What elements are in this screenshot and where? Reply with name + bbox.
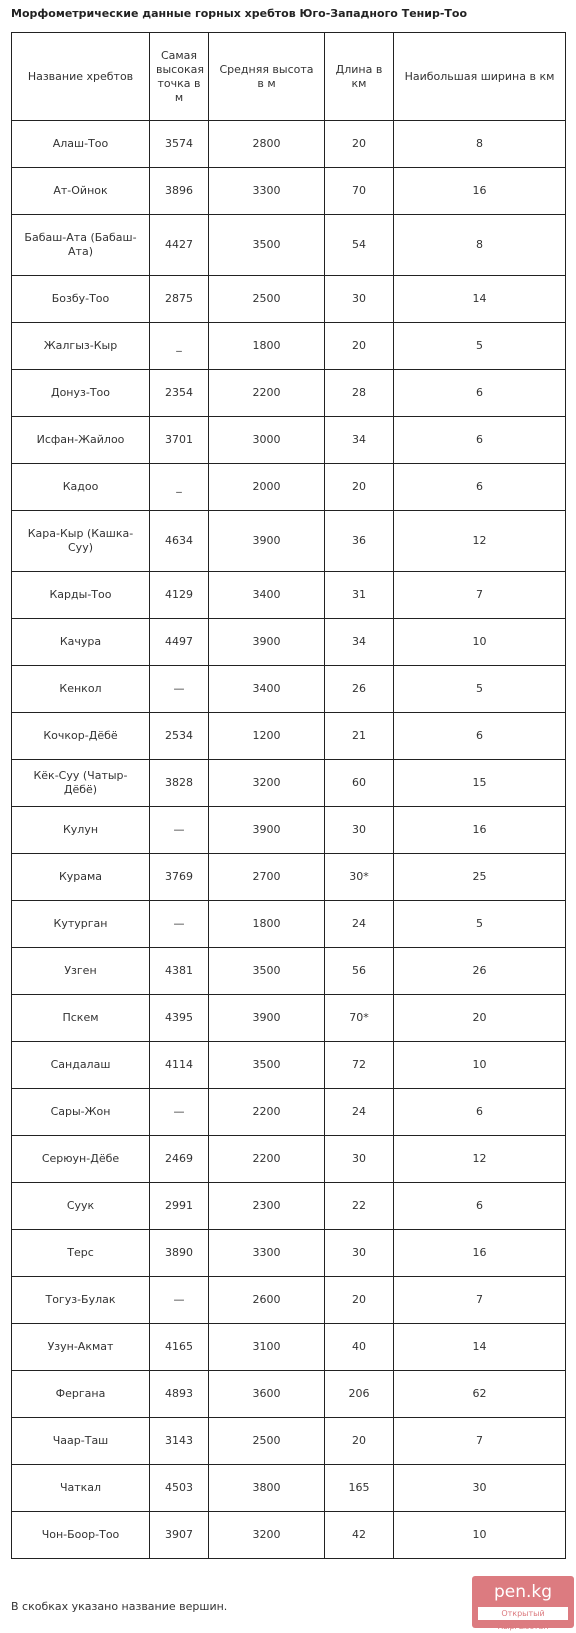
table-row	[12, 995, 566, 1042]
cell-highest-point: 3907	[150, 1512, 209, 1559]
cell-name: Жалгыз-Кыр	[12, 323, 150, 370]
cell-length: 40	[325, 1324, 394, 1371]
cell-length: 42	[325, 1512, 394, 1559]
cell-average-height: 3500	[209, 215, 325, 276]
cell-average-height: 3300	[209, 1230, 325, 1277]
cell-length: 30*	[325, 854, 394, 901]
table-row	[12, 1324, 566, 1371]
cell-length: 30	[325, 1230, 394, 1277]
cell-highest-point: 4114	[150, 1042, 209, 1089]
table-row	[12, 1136, 566, 1183]
footnote: В скобках указано название вершин.	[11, 1600, 228, 1613]
cell-highest-point: 3828	[150, 760, 209, 807]
cell-max-width: 5	[394, 666, 566, 713]
cell-average-height: 3000	[209, 417, 325, 464]
table-row	[12, 323, 566, 370]
cell-max-width: 30	[394, 1465, 566, 1512]
cell-length: 26	[325, 666, 394, 713]
cell-average-height: 2500	[209, 276, 325, 323]
cell-length: 20	[325, 1418, 394, 1465]
cell-max-width: 16	[394, 168, 566, 215]
cell-average-height: 1800	[209, 901, 325, 948]
cell-average-height: 3200	[209, 760, 325, 807]
cell-average-height: 3100	[209, 1324, 325, 1371]
cell-highest-point: 4129	[150, 572, 209, 619]
table-row	[12, 511, 566, 572]
table-row	[12, 1418, 566, 1465]
cell-highest-point: 4893	[150, 1371, 209, 1418]
table-row	[12, 901, 566, 948]
cell-length: 54	[325, 215, 394, 276]
cell-highest-point: —	[150, 901, 209, 948]
table-row	[12, 1512, 566, 1559]
table-row	[12, 1371, 566, 1418]
cell-length: 20	[325, 121, 394, 168]
cell-name: Курама	[12, 854, 150, 901]
cell-max-width: 6	[394, 464, 566, 511]
cell-name: Серюун-Дёбе	[12, 1136, 150, 1183]
header-length: Длина в км	[325, 33, 394, 121]
cell-max-width: 6	[394, 370, 566, 417]
cell-length: 70*	[325, 995, 394, 1042]
cell-highest-point: —	[150, 1089, 209, 1136]
cell-max-width: 6	[394, 1089, 566, 1136]
cell-highest-point: 3896	[150, 168, 209, 215]
table-row	[12, 948, 566, 995]
cell-length: 36	[325, 511, 394, 572]
cell-average-height: 3800	[209, 1465, 325, 1512]
cell-highest-point: 3769	[150, 854, 209, 901]
cell-average-height: 2600	[209, 1277, 325, 1324]
cell-name: Алаш-Тоо	[12, 121, 150, 168]
cell-length: 34	[325, 417, 394, 464]
table-row	[12, 807, 566, 854]
cell-name: Чаткал	[12, 1465, 150, 1512]
cell-max-width: 8	[394, 121, 566, 168]
cell-average-height: 3400	[209, 666, 325, 713]
cell-highest-point: _	[150, 323, 209, 370]
cell-highest-point: 4503	[150, 1465, 209, 1512]
cell-highest-point: 2354	[150, 370, 209, 417]
cell-average-height: 3500	[209, 948, 325, 995]
cell-max-width: 16	[394, 807, 566, 854]
cell-length: 21	[325, 713, 394, 760]
cell-length: 20	[325, 464, 394, 511]
cell-name: Пскем	[12, 995, 150, 1042]
cell-max-width: 6	[394, 713, 566, 760]
table-row	[12, 572, 566, 619]
cell-length: 28	[325, 370, 394, 417]
table-row	[12, 1089, 566, 1136]
cell-max-width: 6	[394, 417, 566, 464]
cell-name: Бозбу-Тоо	[12, 276, 150, 323]
watermark-subtitle: Открытый Кыргызстан	[478, 1607, 568, 1620]
cell-length: 30	[325, 1136, 394, 1183]
cell-name: Узген	[12, 948, 150, 995]
table-row	[12, 760, 566, 807]
cell-max-width: 26	[394, 948, 566, 995]
cell-highest-point: 4395	[150, 995, 209, 1042]
cell-length: 72	[325, 1042, 394, 1089]
cell-name: Кочкор-Дёбё	[12, 713, 150, 760]
cell-name: Кёк-Суу (Чатыр-Дёбё)	[12, 760, 150, 807]
cell-name: Кара-Кыр (Кашка-Суу)	[12, 511, 150, 572]
cell-name: Исфан-Жайлоо	[12, 417, 150, 464]
cell-average-height: 2800	[209, 121, 325, 168]
cell-name: Кулун	[12, 807, 150, 854]
cell-average-height: 3200	[209, 1512, 325, 1559]
cell-average-height: 2300	[209, 1183, 325, 1230]
table-row	[12, 417, 566, 464]
cell-name: Бабаш-Ата (Бабаш-Ата)	[12, 215, 150, 276]
cell-max-width: 10	[394, 1512, 566, 1559]
cell-average-height: 2000	[209, 464, 325, 511]
cell-length: 206	[325, 1371, 394, 1418]
cell-length: 34	[325, 619, 394, 666]
cell-length: 24	[325, 901, 394, 948]
cell-name: Карды-Тоо	[12, 572, 150, 619]
cell-highest-point: 2875	[150, 276, 209, 323]
cell-length: 20	[325, 1277, 394, 1324]
cell-average-height: 3900	[209, 619, 325, 666]
cell-name: Ат-Ойнок	[12, 168, 150, 215]
cell-highest-point: 2469	[150, 1136, 209, 1183]
cell-max-width: 14	[394, 1324, 566, 1371]
header-average-height: Средняя высота в м	[209, 33, 325, 121]
cell-name: Кутурган	[12, 901, 150, 948]
table-row	[12, 215, 566, 276]
cell-max-width: 16	[394, 1230, 566, 1277]
cell-max-width: 7	[394, 1277, 566, 1324]
cell-max-width: 12	[394, 511, 566, 572]
cell-length: 30	[325, 276, 394, 323]
cell-max-width: 8	[394, 215, 566, 276]
cell-average-height: 2500	[209, 1418, 325, 1465]
cell-highest-point: 3701	[150, 417, 209, 464]
table-row	[12, 168, 566, 215]
page-title: Морфометрические данные горных хребтов Юго-Западного Тенир-Тоо	[11, 7, 468, 20]
cell-length: 56	[325, 948, 394, 995]
table-header-row	[12, 33, 566, 121]
cell-name: Суук	[12, 1183, 150, 1230]
cell-average-height: 3900	[209, 807, 325, 854]
table-body	[12, 121, 566, 1559]
cell-max-width: 62	[394, 1371, 566, 1418]
watermark-text: pen.kg	[493, 1582, 553, 1602]
cell-max-width: 5	[394, 323, 566, 370]
cell-max-width: 6	[394, 1183, 566, 1230]
cell-average-height: 1800	[209, 323, 325, 370]
table-row	[12, 1230, 566, 1277]
cell-average-height: 3900	[209, 995, 325, 1042]
cell-highest-point: —	[150, 1277, 209, 1324]
cell-name: Сандалаш	[12, 1042, 150, 1089]
cell-max-width: 10	[394, 1042, 566, 1089]
cell-average-height: 3900	[209, 511, 325, 572]
cell-average-height: 2200	[209, 1089, 325, 1136]
table-row	[12, 1042, 566, 1089]
cell-length: 31	[325, 572, 394, 619]
cell-name: Сары-Жон	[12, 1089, 150, 1136]
cell-length: 165	[325, 1465, 394, 1512]
cell-name: Тогуз-Булак	[12, 1277, 150, 1324]
ridges-table	[11, 32, 566, 1559]
cell-average-height: 2200	[209, 370, 325, 417]
cell-name: Чаар-Таш	[12, 1418, 150, 1465]
cell-highest-point: 3143	[150, 1418, 209, 1465]
cell-max-width: 15	[394, 760, 566, 807]
cell-name: Качура	[12, 619, 150, 666]
cell-highest-point: 4634	[150, 511, 209, 572]
cell-length: 22	[325, 1183, 394, 1230]
cell-name: Фергана	[12, 1371, 150, 1418]
table-row	[12, 1183, 566, 1230]
cell-highest-point: —	[150, 666, 209, 713]
cell-average-height: 3400	[209, 572, 325, 619]
table-row	[12, 121, 566, 168]
cell-max-width: 20	[394, 995, 566, 1042]
cell-highest-point: 4427	[150, 215, 209, 276]
cell-max-width: 7	[394, 572, 566, 619]
table-row	[12, 1465, 566, 1512]
cell-length: 70	[325, 168, 394, 215]
cell-highest-point: 2534	[150, 713, 209, 760]
cell-highest-point: 4165	[150, 1324, 209, 1371]
cell-highest-point: —	[150, 807, 209, 854]
cell-highest-point: 2991	[150, 1183, 209, 1230]
cell-name: Кадоо	[12, 464, 150, 511]
cell-name: Чон-Боор-Тоо	[12, 1512, 150, 1559]
cell-average-height: 3300	[209, 168, 325, 215]
table-row	[12, 276, 566, 323]
table-row	[12, 370, 566, 417]
table-row	[12, 1277, 566, 1324]
table-row	[12, 666, 566, 713]
cell-highest-point: 3574	[150, 121, 209, 168]
cell-max-width: 25	[394, 854, 566, 901]
cell-average-height: 3600	[209, 1371, 325, 1418]
cell-max-width: 5	[394, 901, 566, 948]
table-row	[12, 464, 566, 511]
cell-length: 24	[325, 1089, 394, 1136]
cell-max-width: 12	[394, 1136, 566, 1183]
cell-average-height: 1200	[209, 713, 325, 760]
cell-average-height: 2700	[209, 854, 325, 901]
watermark-logo	[472, 1576, 574, 1631]
cell-highest-point: _	[150, 464, 209, 511]
cell-length: 60	[325, 760, 394, 807]
table-row	[12, 713, 566, 760]
header-highest-point: Самая высокая точка в м	[150, 33, 209, 121]
cell-length: 30	[325, 807, 394, 854]
cell-highest-point: 4497	[150, 619, 209, 666]
cell-highest-point: 4381	[150, 948, 209, 995]
cell-name: Узун-Акмат	[12, 1324, 150, 1371]
cell-highest-point: 3890	[150, 1230, 209, 1277]
table-row	[12, 854, 566, 901]
cell-name: Кенкол	[12, 666, 150, 713]
cell-average-height: 3500	[209, 1042, 325, 1089]
header-max-width: Наибольшая ширина в км	[394, 33, 566, 121]
cell-max-width: 14	[394, 276, 566, 323]
cell-length: 20	[325, 323, 394, 370]
cell-average-height: 2200	[209, 1136, 325, 1183]
table-row	[12, 619, 566, 666]
header-name: Название хребтов	[12, 33, 150, 121]
cell-max-width: 10	[394, 619, 566, 666]
cell-name: Терс	[12, 1230, 150, 1277]
cell-max-width: 7	[394, 1418, 566, 1465]
cell-name: Донуз-Тоо	[12, 370, 150, 417]
